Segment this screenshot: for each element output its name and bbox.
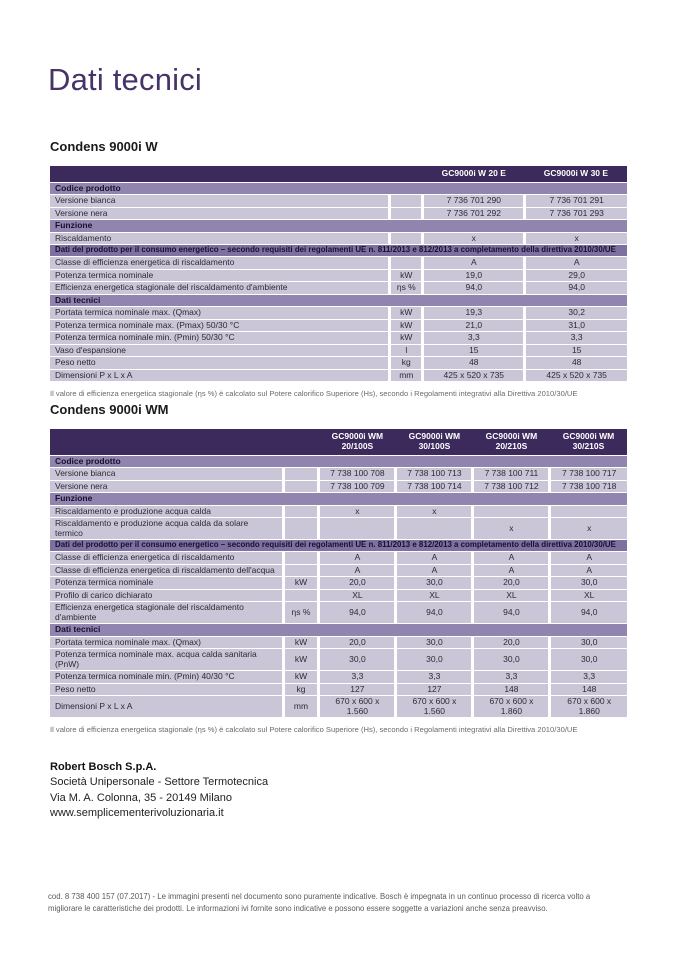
row-value: 15 xyxy=(423,344,525,357)
row-value: 7 738 100 714 xyxy=(396,480,473,493)
row-value: A xyxy=(525,257,627,270)
row-unit xyxy=(283,589,319,602)
row-value: A xyxy=(319,551,396,564)
row-value xyxy=(396,518,473,540)
row-unit: kW xyxy=(283,649,319,671)
row-unit xyxy=(283,564,319,577)
row-unit: kW xyxy=(283,577,319,590)
row-value: A xyxy=(396,551,473,564)
row-label: Classe di efficienza energetica di riscaldamento dell'acqua xyxy=(50,564,283,577)
table-row xyxy=(50,589,627,602)
section-row xyxy=(50,182,627,195)
row-label: Classe di efficienza energetica di riscaldamento xyxy=(50,257,390,270)
row-label: Vaso d'espansione xyxy=(50,344,390,357)
row-label: Versione bianca xyxy=(50,195,390,208)
section-label: Dati del prodotto per il consumo energetico – secondo requisiti dei regolamenti UE n. 811/2013 e 812/2013 a completamento della direttiva 2010/30/UE xyxy=(50,540,627,552)
table-row xyxy=(50,683,627,696)
row-value: A xyxy=(319,564,396,577)
table-row xyxy=(50,307,627,320)
table-header-row xyxy=(50,429,627,455)
row-value: 21,0 xyxy=(423,319,525,332)
row-value: 7 738 100 709 xyxy=(319,480,396,493)
row-value: x xyxy=(423,232,525,245)
table-row xyxy=(50,649,627,671)
row-value xyxy=(550,505,627,518)
section-row xyxy=(50,624,627,637)
row-unit xyxy=(390,195,423,208)
row-value: 148 xyxy=(473,683,550,696)
table-heading: Condens 9000i W xyxy=(50,139,158,154)
row-value: A xyxy=(473,564,550,577)
row-label: Potenza termica nominale xyxy=(50,269,390,282)
column-header: GC9000i W 20 E xyxy=(423,166,525,182)
column-header: GC9000i WM 30/210S xyxy=(550,429,627,455)
row-value: 7 738 100 711 xyxy=(473,468,550,481)
table-row xyxy=(50,480,627,493)
row-label: Portata termica nominale max. (Qmax) xyxy=(50,307,390,320)
row-label: Peso netto xyxy=(50,683,283,696)
row-value: x xyxy=(396,505,473,518)
row-value: 7 736 701 291 xyxy=(525,195,627,208)
row-unit: kW xyxy=(283,636,319,649)
row-value: 20,0 xyxy=(319,636,396,649)
row-value: 30,0 xyxy=(396,649,473,671)
row-value: XL xyxy=(473,589,550,602)
row-label: Potenza termica nominale max. (Pmax) 50/30 °C xyxy=(50,319,390,332)
table-row xyxy=(50,636,627,649)
row-value: 3,3 xyxy=(473,671,550,684)
row-label: Efficienza energetica stagionale del riscaldamento d'ambiente xyxy=(50,282,390,295)
row-value: x xyxy=(525,232,627,245)
row-value: XL xyxy=(396,589,473,602)
row-value: 7 738 100 708 xyxy=(319,468,396,481)
section-label: Dati tecnici xyxy=(50,294,627,307)
row-value: 29,0 xyxy=(525,269,627,282)
table-row xyxy=(50,602,627,624)
row-label: Peso netto xyxy=(50,357,390,370)
row-value: A xyxy=(473,551,550,564)
row-value: x xyxy=(550,518,627,540)
row-value: 94,0 xyxy=(525,282,627,295)
row-unit: kW xyxy=(390,319,423,332)
row-label: Profilo di carico dichiarato xyxy=(50,589,283,602)
row-value: 127 xyxy=(396,683,473,696)
row-unit xyxy=(390,232,423,245)
row-value: 670 x 600 x 1.860 xyxy=(550,696,627,718)
row-unit xyxy=(283,468,319,481)
data-table-condens-9000i-w xyxy=(50,166,627,382)
legal-footer-text: cod. 8 738 400 157 (07.2017) - Le immagini presenti nel documento sono puramente indicative. Bosch è impegnata in un continuo processo di ricerca volto a migliorare le caratteristiche dei prodotti. Le informazioni ivi fornite sono indicative e possono essere soggette a variazioni anche senza preavviso. xyxy=(48,892,591,913)
row-unit: mm xyxy=(390,369,423,382)
row-value: 30,0 xyxy=(550,577,627,590)
table-row xyxy=(50,195,627,208)
page-title: Dati tecnici xyxy=(48,62,203,97)
row-value: XL xyxy=(550,589,627,602)
company-info-block xyxy=(50,760,268,822)
row-label: Efficienza energetica stagionale del riscaldamento d'ambiente xyxy=(50,602,283,624)
row-value: x xyxy=(319,505,396,518)
row-value: 7 738 100 713 xyxy=(396,468,473,481)
row-label: Potenza termica nominale min. (Pmin) 50/30 °C xyxy=(50,332,390,345)
company-name: Robert Bosch S.p.A. xyxy=(50,761,157,773)
company-address: Via M. A. Colonna, 35 - 20149 Milano xyxy=(50,791,233,804)
row-label: Potenza termica nominale min. (Pmin) 40/30 °C xyxy=(50,671,283,684)
row-value: 3,3 xyxy=(525,332,627,345)
data-table-condens-9000i-wm xyxy=(50,429,627,718)
section-row xyxy=(50,245,627,257)
table-section-condens-9000i-wm xyxy=(50,402,627,734)
row-value xyxy=(473,505,550,518)
row-unit: kW xyxy=(283,671,319,684)
row-unit xyxy=(283,518,319,540)
table-row xyxy=(50,232,627,245)
column-header: GC9000i WM 20/210S xyxy=(473,429,550,455)
column-header: GC9000i WM 30/100S xyxy=(396,429,473,455)
row-value: 7 736 701 292 xyxy=(423,207,525,220)
company-website: www.semplicementerivoluzionaria.it xyxy=(50,807,224,820)
table-row xyxy=(50,564,627,577)
table-row xyxy=(50,282,627,295)
table-row xyxy=(50,332,627,345)
row-value: 94,0 xyxy=(473,602,550,624)
row-value: 670 x 600 x 1.860 xyxy=(473,696,550,718)
row-value: 30,0 xyxy=(550,649,627,671)
row-label: Riscaldamento e produzione acqua calda xyxy=(50,505,283,518)
row-label: Dimensioni P x L x A xyxy=(50,696,283,718)
row-unit: kW xyxy=(390,332,423,345)
table-row xyxy=(50,207,627,220)
row-unit: mm xyxy=(283,696,319,718)
table-row xyxy=(50,369,627,382)
table-footnote: Il valore di efficienza energetica stagionale (ηs %) è calcolato sul Potere calorifico Superiore (Hs), secondo i Regolamenti integrativi alla Direttiva 2010/30/UE xyxy=(50,389,578,399)
section-row xyxy=(50,540,627,552)
row-value: 94,0 xyxy=(423,282,525,295)
row-label: Potenza termica nominale max. acqua calda sanitaria (PnW) xyxy=(50,649,283,671)
column-header: GC9000i WM 20/100S xyxy=(319,429,396,455)
row-label: Versione bianca xyxy=(50,468,283,481)
row-unit: kg xyxy=(390,357,423,370)
row-value: 670 x 600 x 1.560 xyxy=(319,696,396,718)
row-label: Portata termica nominale max. (Qmax) xyxy=(50,636,283,649)
company-division: Società Unipersonale - Settore Termotecnica xyxy=(50,776,269,789)
table-row xyxy=(50,518,627,540)
section-label: Funzione xyxy=(50,493,627,506)
row-value: 7 738 100 718 xyxy=(550,480,627,493)
table-row xyxy=(50,468,627,481)
row-value: 127 xyxy=(319,683,396,696)
row-unit: ηs % xyxy=(390,282,423,295)
row-unit: kW xyxy=(390,269,423,282)
row-value: 94,0 xyxy=(396,602,473,624)
row-unit xyxy=(390,207,423,220)
row-value: 20,0 xyxy=(473,636,550,649)
row-value: 148 xyxy=(550,683,627,696)
row-value: x xyxy=(473,518,550,540)
table-row xyxy=(50,257,627,270)
table-row xyxy=(50,505,627,518)
row-label: Potenza termica nominale xyxy=(50,577,283,590)
section-row xyxy=(50,294,627,307)
row-unit: kg xyxy=(283,683,319,696)
row-value: A xyxy=(550,564,627,577)
row-value: 20,0 xyxy=(319,577,396,590)
row-value: 30,0 xyxy=(473,649,550,671)
row-unit xyxy=(283,505,319,518)
row-value: 7 738 100 712 xyxy=(473,480,550,493)
section-label: Dati tecnici xyxy=(50,624,627,637)
table-row xyxy=(50,357,627,370)
section-label: Dati del prodotto per il consumo energetico – secondo requisiti dei regolamenti UE n. 811/2013 e 812/2013 a completamento della direttiva 2010/30/UE xyxy=(50,245,627,257)
table-heading: Condens 9000i WM xyxy=(50,402,169,417)
row-value: 3,3 xyxy=(423,332,525,345)
table-row xyxy=(50,344,627,357)
row-value: 425 x 520 x 735 xyxy=(525,369,627,382)
table-section-condens-9000i-w xyxy=(50,139,627,398)
row-value xyxy=(319,518,396,540)
row-unit: ηs % xyxy=(283,602,319,624)
row-unit: kW xyxy=(390,307,423,320)
column-header-spacer xyxy=(50,166,423,182)
row-value: 3,3 xyxy=(396,671,473,684)
section-row xyxy=(50,220,627,233)
row-label: Classe di efficienza energetica di riscaldamento xyxy=(50,551,283,564)
row-unit: l xyxy=(390,344,423,357)
row-value: 48 xyxy=(423,357,525,370)
row-unit xyxy=(283,480,319,493)
row-value: 425 x 520 x 735 xyxy=(423,369,525,382)
row-value: 30,2 xyxy=(525,307,627,320)
row-value: XL xyxy=(319,589,396,602)
row-label: Versione nera xyxy=(50,480,283,493)
row-label: Versione nera xyxy=(50,207,390,220)
row-value: 19,3 xyxy=(423,307,525,320)
row-value: 30,0 xyxy=(396,636,473,649)
row-value: 30,0 xyxy=(319,649,396,671)
row-value: 15 xyxy=(525,344,627,357)
row-label: Riscaldamento xyxy=(50,232,390,245)
row-value: 7 738 100 717 xyxy=(550,468,627,481)
table-footnote: Il valore di efficienza energetica stagionale (ηs %) è calcolato sul Potere calorifico Superiore (Hs), secondo i Regolamenti integrativi alla Direttiva 2010/30/UE xyxy=(50,725,578,735)
column-header: GC9000i W 30 E xyxy=(525,166,627,182)
row-value: 30,0 xyxy=(550,636,627,649)
row-label: Riscaldamento e produzione acqua calda da solare termico xyxy=(50,518,283,540)
row-value: 19,0 xyxy=(423,269,525,282)
table-header-row xyxy=(50,166,627,182)
table-row xyxy=(50,671,627,684)
table-row xyxy=(50,269,627,282)
section-row xyxy=(50,493,627,506)
column-header-spacer xyxy=(50,429,319,455)
row-value: 48 xyxy=(525,357,627,370)
row-value: 7 736 701 293 xyxy=(525,207,627,220)
section-label: Codice prodotto xyxy=(50,182,627,195)
row-unit xyxy=(390,257,423,270)
row-value: 94,0 xyxy=(319,602,396,624)
row-value: A xyxy=(423,257,525,270)
section-row xyxy=(50,455,627,468)
section-label: Funzione xyxy=(50,220,627,233)
section-label: Codice prodotto xyxy=(50,455,627,468)
row-value: 3,3 xyxy=(319,671,396,684)
row-value: A xyxy=(396,564,473,577)
row-value: 94,0 xyxy=(550,602,627,624)
row-value: A xyxy=(550,551,627,564)
row-value: 7 736 701 290 xyxy=(423,195,525,208)
row-label: Dimensioni P x L x A xyxy=(50,369,390,382)
table-row xyxy=(50,319,627,332)
row-unit xyxy=(283,551,319,564)
row-value: 670 x 600 x 1.560 xyxy=(396,696,473,718)
row-value: 3,3 xyxy=(550,671,627,684)
row-value: 31,0 xyxy=(525,319,627,332)
row-value: 30,0 xyxy=(396,577,473,590)
row-value: 20,0 xyxy=(473,577,550,590)
table-row xyxy=(50,551,627,564)
table-row xyxy=(50,696,627,718)
table-row xyxy=(50,577,627,590)
